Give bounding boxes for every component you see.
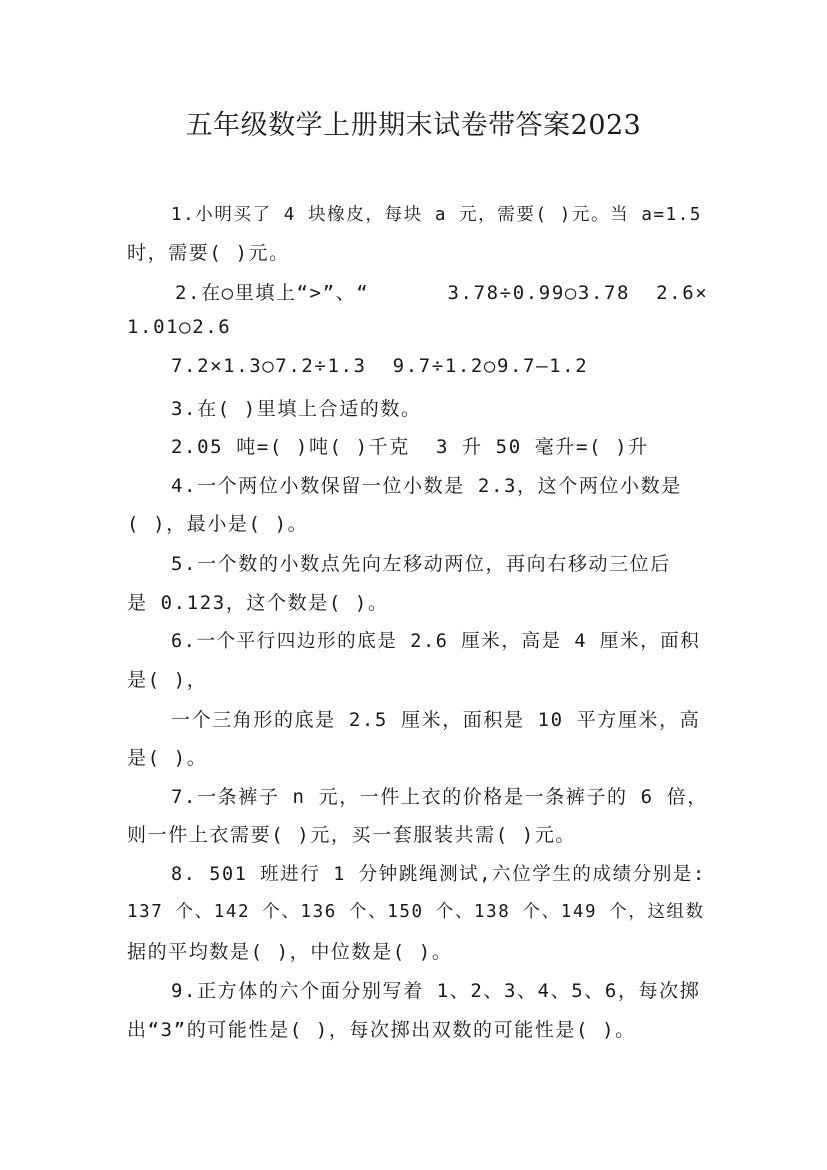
question-7-line-1: 7.一条裤子 n 元，一件上衣的价格是一条裤子的 6 倍， (171, 786, 708, 808)
question-6-line-4: 是( )。 (127, 747, 208, 769)
question-2-line-1: 2.在○里填上“>”、“ 3.78÷0.99○3.78 2.6× (175, 282, 709, 304)
question-1-line-2: 时，需要( )元。 (127, 242, 290, 264)
question-8-line-1: 8. 501 班进行 1 分钟跳绳测试,六位学生的成绩分别是: (171, 864, 706, 885)
question-2-line-3: 7.2×1.3○7.2÷1.3 9.7÷1.2○9.7—1.2 (171, 355, 589, 377)
question-6-line-2: 是( )， (127, 669, 208, 691)
question-6-line-3: 一个三角形的底是 2.5 厘米，面积是 10 平方厘米，高 (171, 709, 701, 731)
question-9-line-2: 出“3”的可能性是( )，每次掷出双数的可能性是( )。 (127, 1019, 636, 1041)
question-3-line-1: 3.在( )里填上合适的数。 (171, 398, 422, 420)
question-8-line-2: 137 个、142 个、136 个、150 个、138 个、149 个，这组数 (127, 902, 705, 922)
question-7-line-2: 则一件上衣需要( )元，买一套服装共需( )元。 (127, 824, 577, 846)
question-5-line-1: 5.一个数的小数点先向左移动两位，再向右移动三位后 (171, 553, 671, 575)
question-8-line-3: 据的平均数是( )，中位数是( )。 (127, 941, 453, 963)
question-6-line-1: 6.一个平行四边形的底是 2.6 厘米，高是 4 厘米，面积 (171, 631, 701, 652)
document-title: 五年级数学上册期末试卷带答案2023 (185, 110, 642, 141)
question-9-line-1: 9.正方体的六个面分别写着 1、2、3、4、5、6，每次掷 (171, 980, 701, 1002)
question-3-line-2: 2.05 吨=( )吨( )千克 3 升 50 毫升=( )升 (171, 436, 649, 458)
question-2-line-2: 1.01○2.6 (127, 316, 232, 338)
question-1-line-1: 1.小明买了 4 块橡皮，每块 a 元，需要( )元。当 a=1.5 (171, 205, 703, 225)
question-5-line-2: 是 0.123，这个数是( )。 (127, 592, 389, 614)
question-4-line-1: 4.一个两位小数保留一位小数是 2.3，这个两位小数是 (171, 475, 682, 497)
question-4-line-2: ( )，最小是( )。 (127, 513, 309, 535)
